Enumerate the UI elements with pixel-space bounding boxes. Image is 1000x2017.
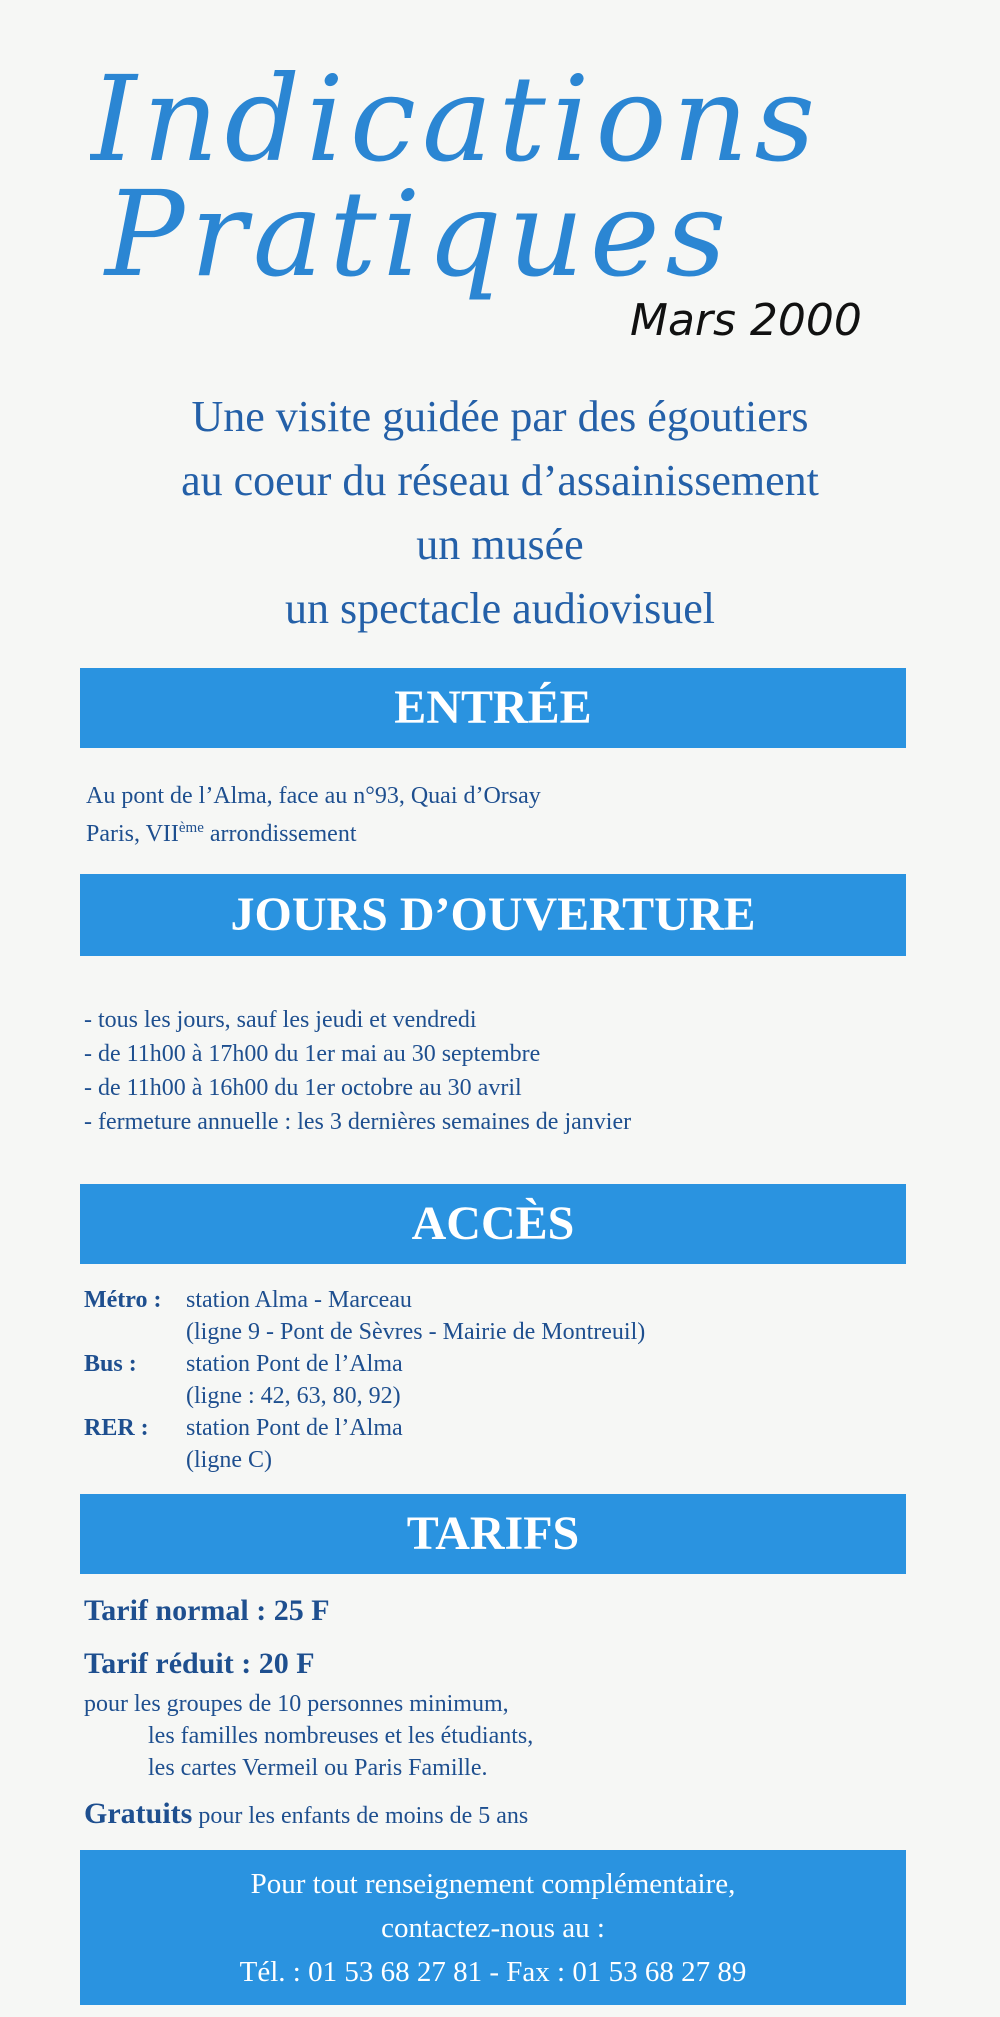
- entree-heading-band: [80, 668, 906, 748]
- entree-heading: ENTRÉE: [394, 681, 592, 734]
- tarif-reduit-detail: pour les groupes de 10 personnes minimum,: [84, 1691, 509, 1717]
- intro-line: au coeur du réseau d’assainissement: [181, 456, 819, 505]
- handwritten-date: [630, 285, 890, 360]
- tarif-reduit-detail: les familles nombreuses et les étudiants,: [148, 1723, 534, 1749]
- tarif-reduit-detail: les cartes Vermeil ou Paris Famille.: [148, 1755, 488, 1781]
- acces-bus: Bus : station Pont de l’Alma: [84, 1351, 403, 1377]
- entree-arrondissement: Paris, VIIème arrondissement: [86, 820, 357, 847]
- jours-item: - fermeture annuelle : les 3 dernières semaines de janvier: [84, 1109, 632, 1135]
- jours-item: - tous les jours, sauf les jeudi et vendredi: [84, 1007, 477, 1033]
- title-script-art: [90, 60, 950, 320]
- intro-line: un musée: [416, 520, 584, 569]
- page-title: [90, 60, 950, 320]
- contact-box: [80, 1850, 906, 2005]
- intro-line: Une visite guidée par des égoutiers: [191, 392, 809, 441]
- jours-item: - de 11h00 à 16h00 du 1er octobre au 30 avril: [84, 1075, 522, 1101]
- contact-line: Pour tout renseignement complémentaire,: [250, 1868, 736, 1900]
- handwritten-date-text: Mars 2000: [630, 295, 862, 346]
- acces-heading: ACCÈS: [411, 1197, 575, 1250]
- title-line2: Pratiques: [105, 165, 733, 303]
- contact-phone-fax: Tél. : 01 53 68 27 81 - Fax : 01 53 68 27 89: [239, 1956, 747, 1988]
- contact-line: contactez-nous au :: [381, 1912, 605, 1944]
- title-line1: Indications: [90, 60, 822, 188]
- tarifs-heading: TARIFS: [406, 1507, 580, 1560]
- jours-heading-band: [80, 874, 906, 956]
- intro-line: un spectacle audiovisuel: [284, 584, 716, 633]
- acces-list: Métro : station Alma - Marceau (ligne 9 - Pont de Sèvres - Mairie de Montreuil) Bus : station Pont de l’Alma (ligne : 42, 63, 80, 92) RER : station Pont de l’Alma (ligne C): [84, 1284, 645, 1476]
- acces-heading-band: [80, 1184, 906, 1264]
- jours-item: - de 11h00 à 17h00 du 1er mai au 30 septembre: [84, 1041, 541, 1067]
- tarif-normal: Tarif normal : 25 F: [84, 1594, 330, 1627]
- intro-block: [0, 385, 1000, 641]
- tarif-gratuits: Gratuits pour les enfants de moins de 5 ans: [84, 1797, 529, 1830]
- tarifs-heading-band: [80, 1494, 906, 1574]
- jours-heading: JOURS D’OUVERTURE: [230, 888, 756, 941]
- entree-address: Au pont de l’Alma, face au n°93, Quai d’Orsay: [86, 783, 541, 809]
- acces-metro: Métro : station Alma - Marceau: [84, 1287, 412, 1313]
- acces-rer: RER : station Pont de l’Alma: [84, 1415, 403, 1441]
- tarif-reduit: Tarif réduit : 20 F: [84, 1647, 315, 1680]
